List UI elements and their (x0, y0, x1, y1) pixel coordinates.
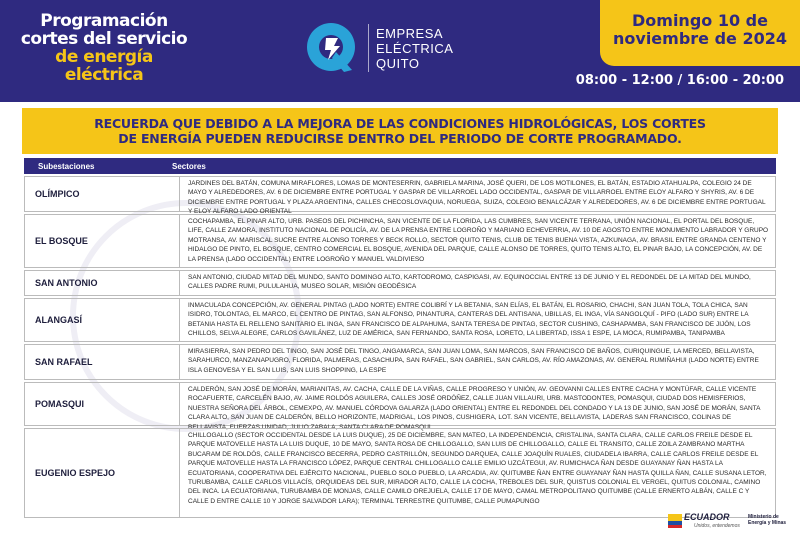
ministry-name: Ministerio de Energía y Minas (748, 514, 787, 526)
government-logo (668, 512, 798, 534)
sector-list: JARDINES DEL BATÁN, COMUNA MIRAFLORES, LOMAS DE MONTESERRIN, GABRIELA MARINA, JOSÉ QUERI, DE LOS MOTILONES, EL BATÁN, ESTADIO ATAHUALPA, COLEGIO 24 DE MAYO Y ALREDEDORES, AV. 6 DE DICIEMBRE ENTRE PORTUGAL Y GASPAR DE VILLARROEL LADO OCCIDENTAL, GASPAR DE VILLARROEL ENTRE ELOY ALFARO Y SHYRIS, AV. 6 DE DICIEMBRE ENTRE PORTUGAL Y PLAZA ARGENTINA, CALLES CHECOSLOVAQUIA, NORUEGA, SUIZA, COLEGIO BENALCÁZAR Y ALREDEDORES, AV. 6 DE DICIEMBRE ENTRE PORTUGAL Y ELOY ALFARO LADO ORIENTAL (179, 177, 775, 211)
ecuador-flag-icon (668, 514, 682, 528)
page-title (14, 12, 194, 84)
substation-name: OLÍMPICO (35, 189, 80, 199)
outage-hours: 08:00 - 12:00 / 16:00 - 20:00 (575, 73, 784, 88)
company-line-1: EMPRESA (376, 26, 444, 41)
company-logo (300, 16, 500, 78)
table-row (24, 214, 776, 268)
eeq-logo-icon (300, 16, 362, 78)
notice-line-1: RECUERDA QUE DEBIDO A LA MEJORA DE LAS CONDICIONES HIDROLÓGICAS, LOS CORTES (94, 116, 706, 131)
notice-banner (22, 108, 778, 154)
ecuador-tagline: Unidos, entendemos (694, 523, 740, 529)
sector-list: INMACULADA CONCEPCIÓN, AV. GENERAL PINTAG (LADO NORTE) ENTRE COLIBRÍ Y LA BETANIA, SAN ELÍAS, EL BATÁN, EL ROSARIO, CHACHI, SAN JUAN TOLA, TOLA CHICA, SAN ISIDRO, TOLONTAG, EL MARCO, EL CENTRO DE PINTAG, SAN ALFONSO, PINANTURA, CANTERAS DEL ANTISANA, UBILLAS, EL INGA, VÍA SANGOLQUÍ - PIFO (LADO SUR) ENTRE LA BETANIA HASTA EL RELLENO SANITARIO EL INGA, SAN FRANCISCO DE ALPAHUMA, SANTA TERESA DE PINTAG, SECTOR CUSHING, CASHAPAMBA, SAN FRANCISCO DE JIJÓN, LOS CHILLOS, SELVA ALEGRE, CARLOS GAVILÁNEZ, LUZ DE AMÉRICA, SAN FERNANDO, SANTA ROSA, LORETO, LA LIBERTAD, ISSA 1 ESPE, LA MOCA, RUMIPAMBA, TANIPAMBA (179, 299, 775, 341)
date-line-1: Domingo 10 de (632, 11, 768, 30)
company-line-3: QUITO (376, 56, 420, 71)
table-row (24, 382, 776, 431)
header-banner (0, 0, 800, 102)
sector-list: CALDERÓN, SAN JOSÉ DE MORÁN, MARIANITAS, AV. CACHA, CALLE DE LA VIÑAS, CALLE PROGRESO Y UNIÓN, AV. GEOVANNI CALLES ENTRE CACHA Y MONTÚFAR, CALLE VICENTE ROCAFUERTE, CARCELÉN BAJO, AV. JAIME ROLDÓS AGUILERA, CALLES JOSÉ ORDÓÑEZ, CALLE JUAN VILLAURI, URB. MASTODONTES, POMASQUI, CIUDAD DOS HEMISFERIOS, NUESTRA SEÑORA DEL ÁRBOL, CEMEXPO, AV. MANUEL CÓRDOVA GALARZA (LADO ORIENTAL) ENTRE EL REDONDEL DEL CONDADO Y LA 13 DE JUNIO, SAN JOSÉ DE MORÁN, SANTA CLARA ALTO, SAN JUAN DE CALDERÓN, BELLO HORIZONTE, MADRIGAL, LOS PINOS, CUSHIGERA, LOT. SAN VICENTE, BELLAVISTA, LADERAS SAN FRANCISCO, COLINAS DE BELLAVISTA, FUERZAS UNIDAD, JULIO ZABALA, SANTA CLARA DE POMASQUI (179, 383, 775, 425)
sector-list: SAN ANTONIO, CIUDAD MITAD DEL MUNDO, SANTO DOMINGO ALTO, KARTODROMO, CASPIGASI, AV. EQUINOCCIAL ENTRE 13 DE JUNIO Y EL REDONDEL DE LA MITAD DEL MUNDO, CALLES PADRE RUMI, PULULAHUA, MUSEO SOLAR, MISIÓN GEODÉSICA (179, 271, 775, 295)
sector-list: CHILLOGALLO (SECTOR OCCIDENTAL DESDE LA LUIS DUQUE), 25 DE DICIEMBRE, SAN MATEO, LA INDEPENDENCIA, CRISTALINA, SANTA CLARA, CALLE CARLOS FREILE DESDE EL PARQUE MATOVELLE HASTA LA LUIS DUQUE, 10 DE MAYO, SANTA ROSA DE CHILLOGALLO, SAN LUIS DE CHILLOGALLO, CALLE EL TRANSITO, CALLE ZOILA ZAMBRANO MARTHA BUCARAM DE ROLDÓS, CALLE FRANCISCO BECERRA, PEDRO CASTRILLÓN, SEGUNDO DARQUEA, CALLE JOAQUÍN RUALES, CIUDADELA IBARRA, CALLE CARLOS FREILE DESDE EL PARQUE MATOVELLE HASTA LA FRANCISCO LÓPEZ, PARQUE CENTRAL CHILLOGALLO CALLE EMILIO UZCÁTEGUI, AV. RUMICHACA ÑAN DESDE GUAYANAY ÑAN HASTA LA ECUATORIANA, COOPERATIVA DEL EJÉRCITO NACIONAL, PUEBLO SOLO PUEBLO, LA ARCADIA, AV. QUITUMBE ÑAN ENTRE GUAYANAY ÑAN HASTA QUILLA ÑAN, CALLE SUSANA LETOR, TURUBAMBA, CALLE CARLOS VILLACÍS, ORQUIDEAS DEL SUR, MIRADOR ALTO, CALLE LA COCHA, TREBOLES DEL SUR, QUISTUS COLONIAL EL VERGEL, QUITUS COLONIAL, CAMINO DEL INCA. LA ECUATORIANA, TURUBAMBA DE MONJAS, CALLE CAMILO OREJUELA, CALLE 17 DE MAYO, CAMAL METROPOLITANO QUITUMBE (CALLE ERNERTO ALBÁN, CALLE C Y CALLE D ENTRE CALLE 10 Y JORGE SALVADOR LARA); TERMINAL TERRESTRE QUITUMBE, CALLE PUMAPUNGO (179, 429, 775, 517)
table-row (24, 270, 776, 296)
notice-line-2: DE ENERGÍA PUEDEN REDUCIRSE DENTRO DEL PERIODO DE CORTE PROGRAMADO. (118, 131, 682, 146)
table-row (24, 344, 776, 380)
table-row (24, 298, 776, 342)
substation-name: POMASQUI (35, 399, 85, 409)
substation-name: SAN ANTONIO (35, 278, 98, 288)
substation-name: ALANGASÍ (35, 315, 82, 325)
table-row (24, 176, 776, 216)
substation-name: EL BOSQUE (35, 236, 88, 246)
substation-name: EUGENIO ESPEJO (35, 468, 116, 478)
sector-list: COCHAPAMBA, EL PINAR ALTO, URB. PASEOS DEL PICHINCHA, SAN VICENTE DE LA FLORIDA, LAS CUMBRES, SAN VICENTE TERRANA, UNIÓN NACIONAL, EL PORTAL DEL BOSQUE, LIFE, CALLE ZAMORA, INSTITUTO NACIONAL DE POLICÍA, AV. DE LA PRENSA ENTRE LOGROÑO Y MARIANO ECHEVERRIA, AV. 10 DE AGOSTO ENTRE MONUMENTO LABRADOR Y GRUPO MOTRANSA, AV. MARISCAL SUCRE ENTRE ALONSO TORRES Y BECK ROLLO, SECTOR QUITO TENIS, CLUB DE TENIS BUENA VISTA, AZKUNAGA, AV. BRASIL ENTRE GRANDA CENTENO Y HIDALGO DE PINTO, EL BOSQUE, CENTRO COMERCIAL EL BOSQUE, AVENIDA DEL PARQUE, CALLE ALONSO DE TORRES, QUITO TENIS ALTO, EL PINAR BAJO, LA CONCEPCIÓN, AV. DE LA PRENSA (LADO OCCIDENTAL) ENTRE LOGROÑO Y MANUEL VALDIVIESO (179, 215, 775, 267)
sector-list: MIRASIERRA, SAN PEDRO DEL TINGO, SAN JOSÉ DEL TINGO, ANGAMARCA, SAN JUAN LOMA, SAN MARCOS, SAN FRANCISCO DE BAÑOS, CURIQUINGUE, LA MERCED, BELLAVISTA, SARAHURCO, MANZANAPUGRO, FLORIDA, PALMERAS, CASACHUPA, SAN RAFAEL, SAN GABRIEL, SAN CARLOS, AV. RÍO AMAZONAS, AV. GENERAL RUMIÑAHUI (LADO NORTE) ENTRE ISLA GENOVESA Y EL SAN LUIS, SAN LUIS SHOPPING, LA ESPE (179, 345, 775, 379)
table-header (24, 158, 776, 174)
title-line-3: de energía eléctrica (55, 47, 153, 85)
company-line-2: ELÉCTRICA (376, 41, 454, 56)
logo-divider (368, 24, 369, 72)
company-name (376, 26, 453, 71)
table-row (24, 428, 776, 518)
date-line-2: noviembre de 2024 (613, 29, 787, 48)
date-badge (600, 0, 800, 66)
title-line-1: Programación (40, 11, 168, 31)
substation-name: SAN RAFAEL (35, 357, 93, 367)
column-header-substations: Subestaciones (38, 162, 95, 171)
title-line-2: cortes del servicio (20, 29, 188, 49)
ecuador-brand: ECUADOR (684, 512, 730, 522)
column-header-sectors: Sectores (172, 162, 206, 171)
outage-table (24, 176, 776, 520)
